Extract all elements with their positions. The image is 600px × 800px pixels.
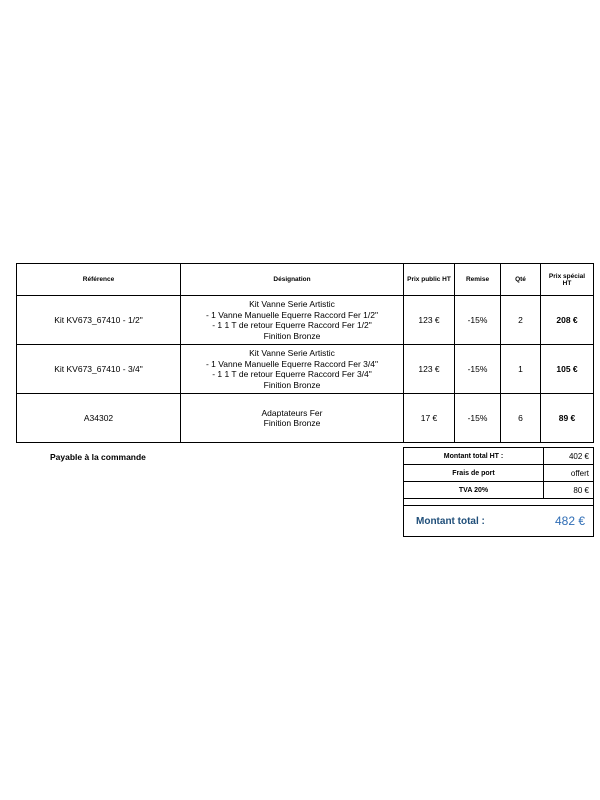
spacer-cell xyxy=(404,499,594,506)
totals-spacer xyxy=(404,499,594,506)
table-row xyxy=(17,345,594,394)
designation-line: - 1 Vanne Manuelle Equerre Raccord Fer 1/2" xyxy=(205,309,378,320)
table-row xyxy=(17,296,594,345)
totals-row-port xyxy=(404,465,594,482)
cell-qte: 6 xyxy=(501,394,541,443)
frais-port-value: offert xyxy=(544,465,594,482)
header-designation: Désignation xyxy=(181,264,404,296)
header-prix-public: Prix public HT xyxy=(404,264,455,296)
designation-line: Adaptateurs Fer xyxy=(261,407,323,418)
tva-value: 80 € xyxy=(544,482,594,499)
montant-total-value: 482 € xyxy=(544,506,594,537)
totals-row-tva xyxy=(404,482,594,499)
cell-prix-public: 123 € xyxy=(404,296,455,345)
cell-prix-special: 208 € xyxy=(541,296,594,345)
totals-row-grand xyxy=(404,506,594,537)
designation-line: - 1 1 T de retour Equerre Raccord Fer 3/4" xyxy=(212,369,372,379)
cell-designation xyxy=(181,394,404,443)
cell-prix-public: 123 € xyxy=(404,345,455,394)
designation-line: Finition Bronze xyxy=(263,330,321,341)
header-remise: Remise xyxy=(455,264,501,296)
cell-prix-public: 17 € xyxy=(404,394,455,443)
montant-ht-value: 402 € xyxy=(544,448,594,465)
cell-remise: -15% xyxy=(455,394,501,443)
cell-remise: -15% xyxy=(455,345,501,394)
cell-prix-special: 89 € xyxy=(541,394,594,443)
header-prix-special: Prix spécial HT xyxy=(541,264,594,296)
header-reference: Référence xyxy=(17,264,181,296)
cell-designation xyxy=(181,345,404,394)
designation-line: - 1 1 T de retour Equerre Raccord Fer 1/2" xyxy=(212,320,372,330)
designation-line: Kit Vanne Serie Artistic xyxy=(249,299,335,309)
header-row xyxy=(17,264,594,296)
cell-reference: Kit KV673_67410 - 3/4" xyxy=(17,345,181,394)
totals-row-ht xyxy=(404,448,594,465)
totals-table xyxy=(403,447,594,537)
header-qte: Qté xyxy=(501,264,541,296)
table-row xyxy=(17,394,594,443)
designation-line: - 1 Vanne Manuelle Equerre Raccord Fer 3/4" xyxy=(205,358,378,369)
payment-note: Payable à la commande xyxy=(50,452,146,462)
frais-port-label: Frais de port xyxy=(404,465,544,482)
designation-line: Finition Bronze xyxy=(263,379,321,390)
designation-line: Kit Vanne Serie Artistic xyxy=(249,348,335,358)
tva-label: TVA 20% xyxy=(404,482,544,499)
cell-qte: 2 xyxy=(501,296,541,345)
cell-reference: A34302 xyxy=(17,394,181,443)
montant-total-label: Montant total : xyxy=(404,506,544,537)
cell-reference: Kit KV673_67410 - 1/2" xyxy=(17,296,181,345)
cell-designation xyxy=(181,296,404,345)
cell-qte: 1 xyxy=(501,345,541,394)
montant-ht-label: Montant total HT : xyxy=(404,448,544,465)
designation-line: Finition Bronze xyxy=(263,418,321,428)
cell-prix-special: 105 € xyxy=(541,345,594,394)
cell-remise: -15% xyxy=(455,296,501,345)
items-table xyxy=(16,263,594,443)
